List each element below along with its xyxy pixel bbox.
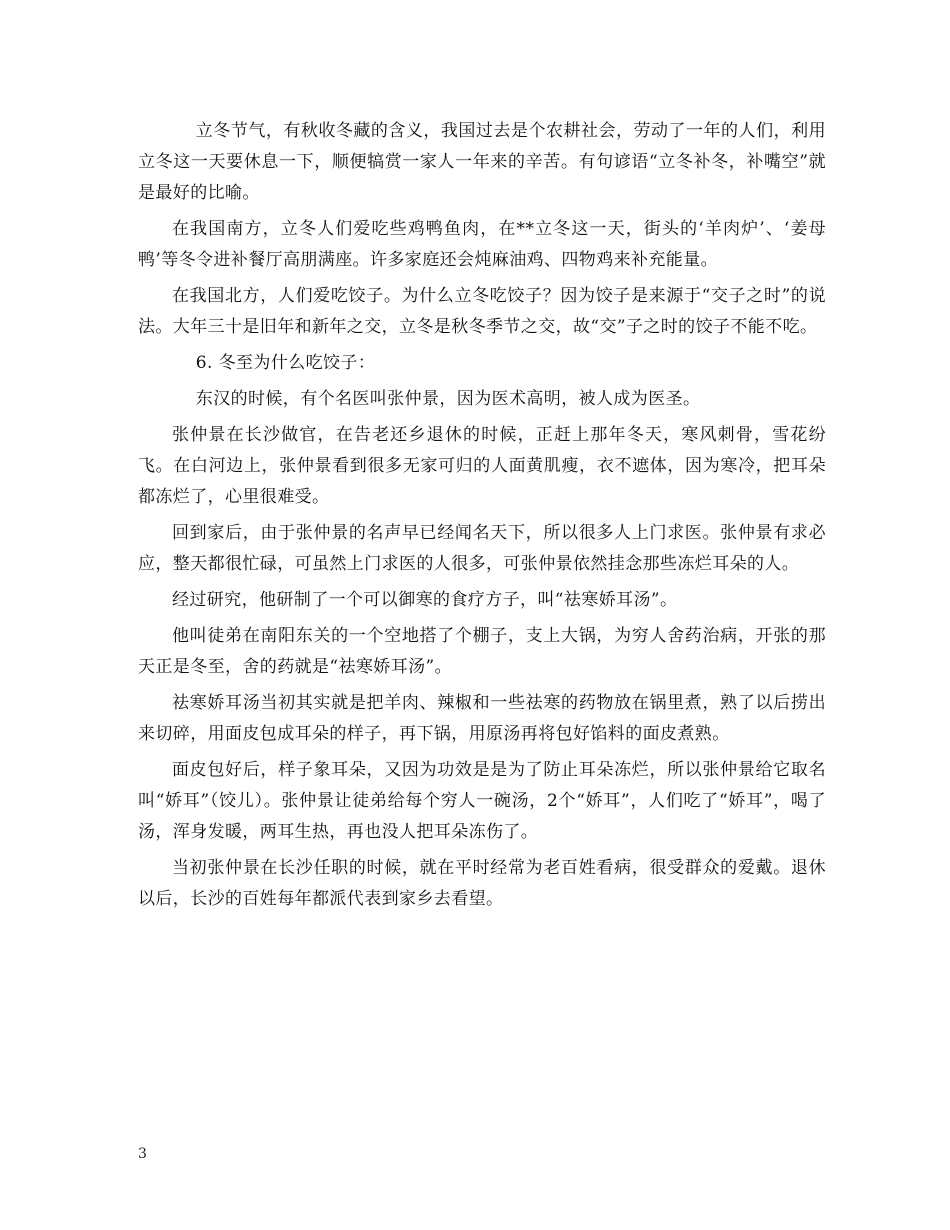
section-heading-winter-solstice: 6. 冬至为什么吃饺子： [195, 353, 376, 373]
paragraph-north-dumplings: 在我国北方，人们爱吃饺子。为什么立冬吃饺子？因为饺子是来源于“交子之时”的说法。大年三十是旧年和新年之交，立冬是秋冬季节之交，故“交”子之时的饺子不能不吃。 [138, 286, 826, 337]
paragraph-jiaoer-name: 面皮包好后，样子象耳朵，又因为功效是是为了防止耳朵冻烂，所以张仲景给它取名叫“娇耳”（饺儿）。张仲景让徒弟给每个穷人一碗汤，2个“娇耳”，人们吃了“娇耳”，喝了汤，浑身发暖，两耳生热，再也没人把耳朵冻伤了。 [138, 760, 826, 842]
document-body [138, 116, 826, 920]
paragraph-changsha-official: 张仲景在长沙做官，在告老还乡退休的时候，正赶上那年冬天，寒风刺骨，雪花纷飞。在白河边上，张仲景看到很多无家可归的人面黄肌瘦，衣不遮体，因为寒冷，把耳朵都冻烂了，心里很难受。 [138, 425, 826, 507]
paragraph-zhang-zhongjing-intro: 东汉的时候，有个名医叫张仲景，因为医术高明，被人成为医圣。 [195, 389, 701, 409]
paragraph-lidong-meaning: 立冬节气，有秋收冬藏的含义，我国过去是个农耕社会，劳动了一年的人们，利用立冬这一天要休息一下，顺便犒赏一家人一年来的辛苦。有句谚语“立冬补冬，补嘴空”就是最好的比喻。 [138, 121, 826, 203]
paragraph-south-custom: 在我国南方，立冬人们爱吃些鸡鸭鱼肉，在**立冬这一天，街头的‘羊肉炉’、‘姜母鸭’等冬令进补餐厅高朋满座。许多家庭还会炖麻油鸡、四物鸡来补充能量。 [138, 219, 826, 270]
paragraph-return-home: 回到家后，由于张仲景的名声早已经闻名天下，所以很多人上门求医。张仲景有求必应，整天都很忙碌，可虽然上门求医的人很多，可张仲景依然挂念那些冻烂耳朵的人。 [138, 523, 826, 574]
paragraph-shed-nanyang: 他叫徒弟在南阳东关的一个空地搭了个棚子，支上大锅，为穷人舍药治病，开张的那天正是冬至，舍的药就是“祛寒娇耳汤”。 [138, 626, 826, 677]
page-number: 3 [138, 1146, 147, 1162]
paragraph-beloved-official: 当初张仲景在长沙任职的时候，就在平时经常为老百姓看病，很受群众的爱戴。退休以后，长沙的百姓每年都派代表到家乡去看望。 [138, 858, 826, 909]
paragraph-recipe-method: 祛寒娇耳汤当初其实就是把羊肉、辣椒和一些祛寒的药物放在锅里煮，熟了以后捞出来切碎，用面皮包成耳朵的样子，再下锅，用原汤再将包好馅料的面皮煮熟。 [138, 693, 826, 744]
paragraph-recipe-research: 经过研究，他研制了一个可以御寒的食疗方子，叫“祛寒娇耳汤”。 [172, 590, 678, 610]
